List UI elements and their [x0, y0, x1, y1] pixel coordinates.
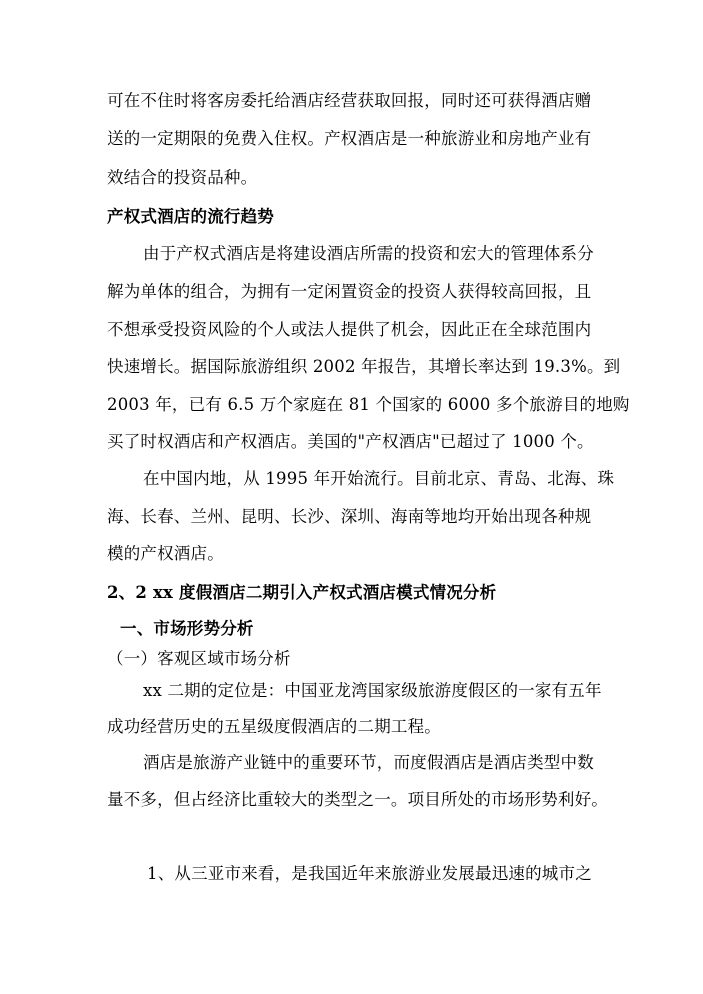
paragraph-line: 在中国内地，从 1995 年开始流行。目前北京、青岛、北海、珠 — [143, 469, 615, 488]
paragraph-line: 买了时权酒店和产权酒店。美国的"产权酒店"已超过了 1000 个。 — [107, 432, 594, 451]
subsection-heading: 一、市场形势分析 — [120, 619, 254, 638]
paragraph-line: 可在不住时将客房委托给酒店经营获取回报，同时还可获得酒店赠 — [107, 91, 592, 110]
paragraph-line: 由于产权式酒店是将建设酒店所需的投资和宏大的管理体系分 — [143, 244, 594, 263]
paragraph-line: 不想承受投资风险的个人或法人提供了机会，因此正在全球范围内 — [107, 320, 592, 339]
paragraph-line: 海、长春、兰州、昆明、长沙、深圳、海南等地均开始出现各种规 — [107, 507, 592, 526]
paragraph-line: 2003 年，已有 6.5 万个家庭在 81 个国家的 6000 多个旅游目的地购 — [107, 395, 630, 414]
list-item: 1、从三亚市来看，是我国近年来旅游业发展最迅速的城市之 — [147, 864, 592, 883]
paragraph-line: 成功经营历史的五星级度假酒店的二期工程。 — [107, 717, 441, 736]
paragraph-line: 量不多，但占经济比重较大的类型之一。项目所处的市场形势利好。 — [107, 790, 608, 809]
subsection-title: （一）客观区域市场分析 — [107, 649, 291, 668]
section-heading: 产权式酒店的流行趋势 — [107, 207, 274, 226]
paragraph-line: 模的产权酒店。 — [107, 544, 224, 563]
paragraph-line: 效结合的投资品种。 — [107, 168, 258, 187]
paragraph-line: 酒店是旅游产业链中的重要环节，而度假酒店是酒店类型中数 — [143, 753, 594, 772]
paragraph-line: 快速增长。据国际旅游组织 2002 年报告，其增长率达到 19.3%。到 — [107, 357, 621, 376]
paragraph-line: 解为单体的组合，为拥有一定闲置资金的投资人获得较高回报，且 — [107, 282, 592, 301]
paragraph-line: 送的一定期限的免费入住权。产权酒店是一种旅游业和房地产业有 — [107, 129, 592, 148]
paragraph-line: xx 二期的定位是：中国亚龙湾国家级旅游度假区的一家有五年 — [143, 681, 602, 700]
section-heading: 2、2 xx 度假酒店二期引入产权式酒店模式情况分析 — [107, 583, 497, 602]
